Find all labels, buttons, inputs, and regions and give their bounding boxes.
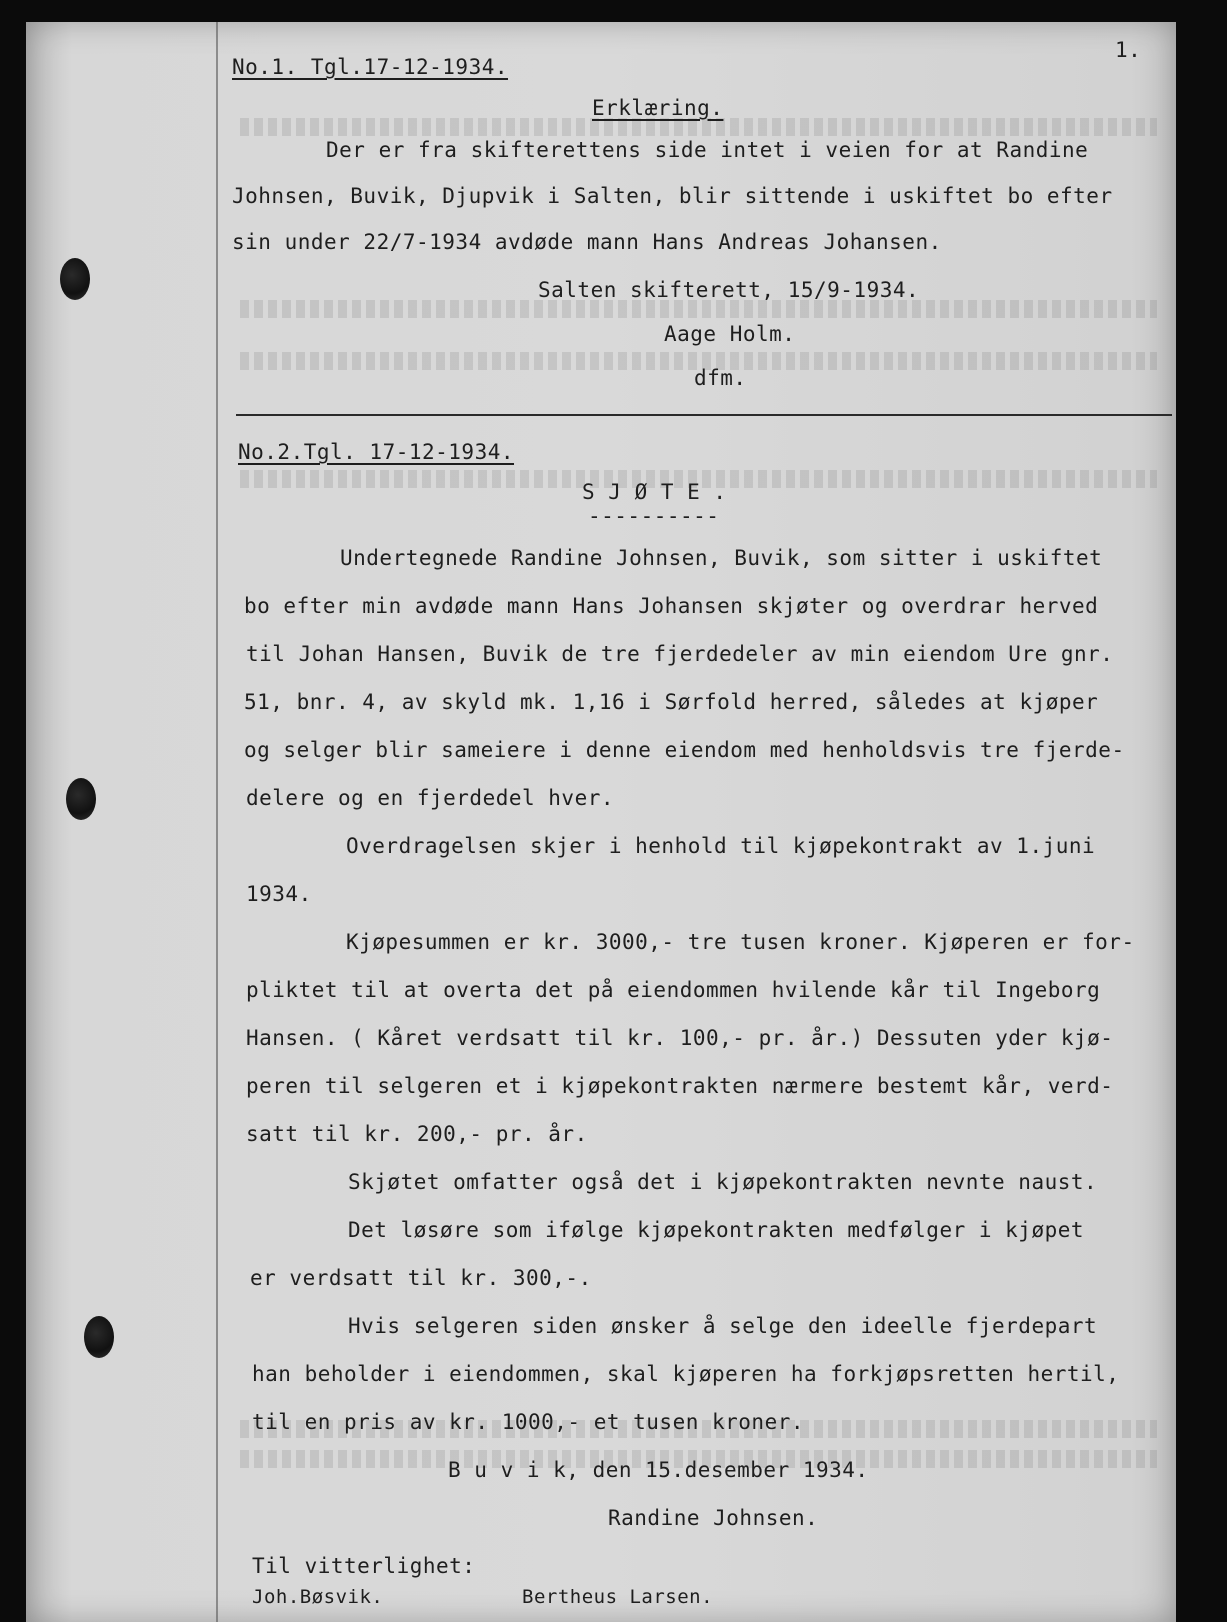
entry1-line-3: sin under 22/7-1934 avdøde mann Hans Andreas Johansen.: [232, 230, 942, 254]
entry2-line: Skjøtet omfatter også det i kjøpekontrakten nevnte naust.: [348, 1170, 1098, 1194]
entry2-line: Kjøpesummen er kr. 3000,- tre tusen kroner. Kjøperen er for-: [346, 930, 1135, 954]
margin-line: [216, 22, 218, 1622]
witness-heading: Til vitterlighet:: [252, 1554, 476, 1578]
entry2-line: bo efter min avdøde mann Hans Johansen skjøter og overdrar herved: [244, 594, 1099, 618]
entry2-heading: No.2.Tgl. 17-12-1934.: [238, 440, 515, 464]
entry1-line-1: Der er fra skifterettens side intet i veien for at Randine: [326, 138, 1089, 162]
entry1-signer: Aage Holm.: [664, 322, 796, 346]
witness-1: Joh.Bøsvik.: [252, 1586, 384, 1608]
entry2-line: pliktet til at overta det på eiendommen hvilende kår til Ingeborg: [246, 978, 1101, 1002]
entry2-line: til Johan Hansen, Buvik de tre fjerdedeler av min eiendom Ure gnr.: [246, 642, 1114, 666]
section-divider: [236, 414, 1172, 416]
entry2-line: satt til kr. 200,- pr. år.: [246, 1122, 588, 1146]
entry1-place-date: Salten skifterett, 15/9-1934.: [538, 278, 920, 302]
entry2-line: delere og en fjerdedel hver.: [246, 786, 615, 810]
entry2-line: Undertegnede Randine Johnsen, Buvik, som sitter i uskiftet: [340, 546, 1103, 570]
entry2-line: B u v i k, den 15.desember 1934.: [448, 1458, 869, 1482]
entry2-line: 51, bnr. 4, av skyld mk. 1,16 i Sørfold herred, således at kjøper: [244, 690, 1099, 714]
witness-2: Bertheus Larsen.: [522, 1586, 714, 1608]
entry2-title-underline: ----------: [588, 504, 720, 528]
entry1-heading: No.1. Tgl.17-12-1934.: [232, 55, 509, 79]
entry2-line: Hvis selgeren siden ønsker å selge den ideelle fjerdepart: [348, 1314, 1098, 1338]
punch-hole: [60, 258, 90, 300]
entry2-line: 1934.: [246, 882, 312, 906]
entry2-line: er verdsatt til kr. 300,-.: [250, 1266, 592, 1290]
page-number: 1.: [1115, 38, 1142, 62]
entry2-title: S J Ø T E .: [582, 480, 727, 504]
punch-hole: [84, 1316, 114, 1358]
entry1-signer-title: dfm.: [694, 366, 747, 390]
entry2-line: Randine Johnsen.: [608, 1506, 819, 1530]
entry2-line: og selger blir sameiere i denne eiendom med henholdsvis tre fjerde-: [244, 738, 1125, 762]
punch-hole: [66, 778, 96, 820]
entry2-line: peren til selgeren et i kjøpekontrakten nærmere bestemt kår, verd-: [246, 1074, 1114, 1098]
entry2-line: til en pris av kr. 1000,- et tusen kroner.: [252, 1410, 805, 1434]
entry2-line: Det løsøre som ifølge kjøpekontrakten medfølger i kjøpet: [348, 1218, 1085, 1242]
entry2-line: Overdragelsen skjer i henhold til kjøpekontrakt av 1.juni: [346, 834, 1096, 858]
entry2-line: han beholder i eiendommen, skal kjøperen ha forkjøpsretten hertil,: [252, 1362, 1120, 1386]
entry1-title: Erklæring.: [592, 96, 724, 120]
entry1-line-2: Johnsen, Buvik, Djupvik i Salten, blir sittende i uskiftet bo efter: [232, 184, 1113, 208]
entry2-line: Hansen. ( Kåret verdsatt til kr. 100,- pr. år.) Dessuten yder kjø-: [246, 1026, 1114, 1050]
